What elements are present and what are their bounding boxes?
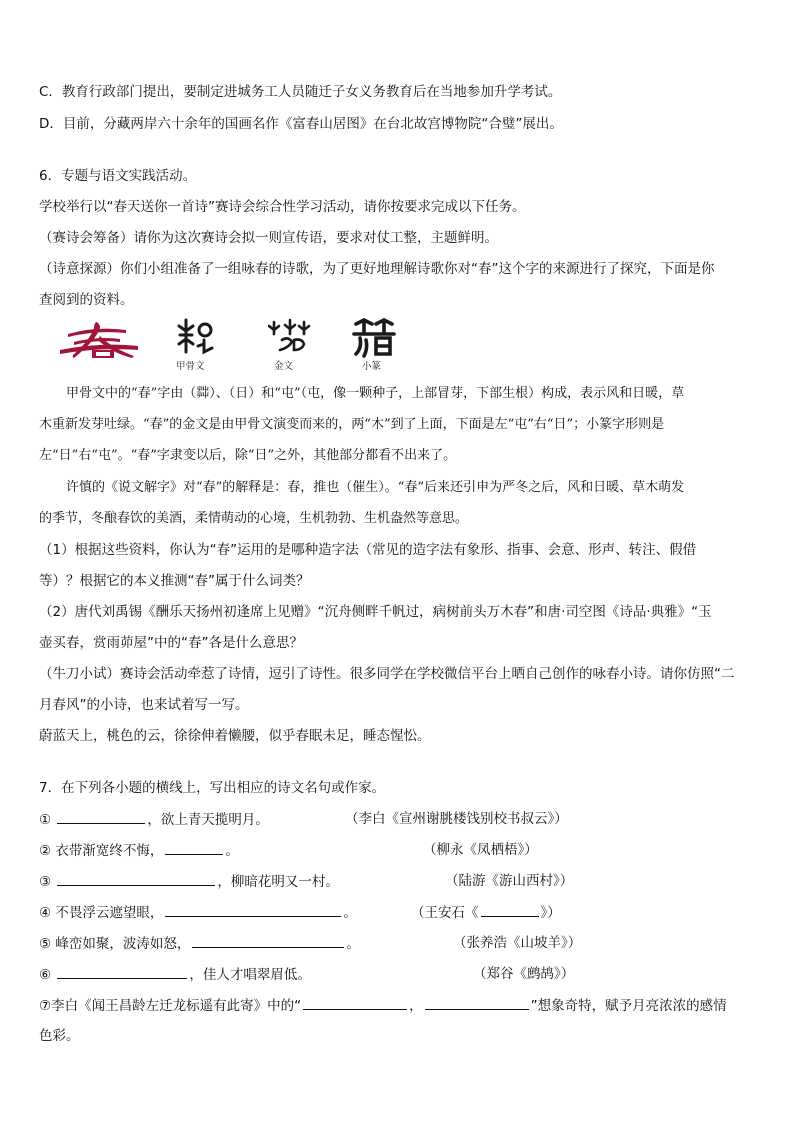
answer-blank[interactable]: [192, 933, 344, 948]
q7-item-7: [39, 995, 759, 1016]
answer-blank[interactable]: [57, 809, 145, 824]
sub1-line2: 等）？根据它的本义推测“春”属于什么词类？: [39, 573, 310, 589]
para1-line2: 木重新发芽吐绿。“春”的金文是由甲骨文演变而来的，两“木”到了上面，下面是左“屯”右“日”；小篆字形则是: [39, 417, 665, 432]
q7-item-3: [39, 871, 759, 892]
item-text: ，欲上青天揽明月。: [147, 812, 269, 828]
answer-blank[interactable]: [57, 871, 215, 886]
q7-item-7-line2: 色彩。: [39, 1028, 80, 1044]
item-source: （陆游《游山西村》）: [445, 873, 574, 889]
bronze-script-glyph: [268, 318, 312, 356]
para2-line2: 的季节，冬酿春饮的美酒，柔情萌动的心境，生机勃勃、生机盎然等意思。: [39, 511, 469, 526]
sub1-line1: （1）根据这些资料，你认为“春”运用的是哪种造字法（常见的造字法有象形、指事、会意、形声、转注、假借: [39, 542, 697, 558]
item-source: （郑谷《鹧鸪》）: [473, 966, 575, 982]
q6-title: 6．专题与语文实践活动。: [39, 168, 197, 184]
option-c: C．教育行政部门提出，要制定进城务工人员随迁子女义务教育后在当地参加升学考试。: [39, 84, 562, 100]
item-text: ，柳暗花明又一村。: [217, 874, 339, 890]
item-text: ”想象奇特，赋予月亮浓浓的感情: [530, 998, 727, 1014]
calligraphy-chun-glyph: [56, 320, 142, 360]
item-number: ⑤: [39, 936, 52, 952]
item-text: 李白《闻王昌龄左迁龙标遥有此寄》中的“: [51, 998, 302, 1014]
item-number: ⑦: [39, 998, 52, 1014]
item-text: 。: [346, 936, 360, 952]
example-poem: 蔚蓝天上，桃色的云，徐徐伸着懒腰，似乎春眠未足，睡态惺忪。: [39, 728, 431, 744]
para1-line3: 左“日”右“屯”。“春”字隶变以后，除“日”之外，其他部分都看不出来了。: [39, 448, 457, 463]
q6-task2-line2: 查阅到的资料。: [39, 292, 134, 308]
q7-item-6: [39, 964, 759, 985]
q7-item-2: [39, 840, 759, 861]
q6-intro: 学校举行以“春天送你一首诗”赛诗会综合性学习活动，请你按要求完成以下任务。: [39, 199, 526, 215]
item-source: （柳永《凤栖梧》）: [423, 842, 538, 858]
item-number: ④: [39, 905, 52, 921]
item-text: 。: [343, 905, 357, 921]
item-number: ③: [39, 874, 52, 890]
sub2-line2: 壶买春，赏雨茆屋”中的“春”各是什么意思？: [39, 635, 303, 651]
item-number: ②: [39, 843, 52, 859]
option-d: D．目前，分藏两岸六十余年的国画名作《富春山居图》在台北故宫博物院“合璧”展出。: [39, 116, 563, 132]
item-source: （王安石《 》）: [411, 902, 561, 923]
item-text: ，佳人才唱翠眉低。: [189, 967, 311, 983]
q7-item-5: [39, 933, 759, 954]
para1-line1: 甲骨文中的“春”字由（茻）、（日）和“屯”（屯，像一颗种子，上部冒芽，下部生根）构成，表示风和日暖，草: [66, 386, 685, 401]
answer-blank[interactable]: [481, 902, 539, 917]
para2-line1: 许慎的《说文解字》对“春”的解释是：春，推也（催生）。“春”后来还引申为严冬之后，风和日暖、草木萌发: [66, 480, 685, 495]
item-text: 。: [225, 843, 239, 859]
q7-item-4: [39, 902, 759, 923]
item-text: 峰峦如聚，波涛如怒，: [55, 936, 191, 952]
item-number: ⑥: [39, 967, 52, 983]
item-source: （李白《宣州谢朓楼饯别校书叔云》）: [345, 811, 568, 827]
chun-glyph-figure: [56, 318, 416, 372]
answer-blank[interactable]: [165, 840, 223, 855]
label-bronze: 金文: [274, 361, 294, 372]
item-text: ，: [409, 998, 423, 1014]
q7-title: 7．在下列各小题的横线上，写出相应的诗文名句或作家。: [39, 780, 386, 796]
task3-line2: 月春风”的小诗，也来试着写一写。: [39, 697, 249, 713]
item-source: （张养浩《山坡羊》）: [453, 935, 582, 951]
sub2-line1: （2）唐代刘禹锡《酬乐天扬州初逢席上见赠》“沉舟侧畔千帆过，病树前头万木春”和唐·司空图《诗品·典雅》“玉: [39, 604, 712, 620]
oracle-bone-glyph: [176, 318, 216, 356]
q6-task1: （赛诗会筹备）请你为这次赛诗会拟一则宣传语，要求对仗工整，主题鲜明。: [39, 230, 498, 246]
label-small-seal: 小篆: [362, 361, 382, 372]
item-number: ①: [39, 812, 52, 828]
q7-item-1: [39, 809, 759, 830]
task3-line1: （牛刀小试）赛诗会活动牵惹了诗情，逗引了诗性。很多同学在学校微信平台上晒自己创作的咏春小诗。请你仿照“二: [39, 666, 735, 682]
label-oracle-bone: 甲骨文: [176, 361, 205, 372]
answer-blank[interactable]: [303, 995, 407, 1010]
item-text: 衣带渐宽终不悔，: [55, 843, 164, 859]
item-text: 不畏浮云遮望眼，: [55, 905, 164, 921]
answer-blank[interactable]: [425, 995, 529, 1010]
answer-blank[interactable]: [165, 902, 341, 917]
small-seal-glyph: [352, 318, 396, 358]
answer-blank[interactable]: [57, 964, 187, 979]
q6-task2-line1: （诗意探源）你们小组准备了一组咏春的诗歌，为了更好地理解诗歌你对“春”这个字的来源进行了探究，下面是你: [39, 261, 715, 277]
